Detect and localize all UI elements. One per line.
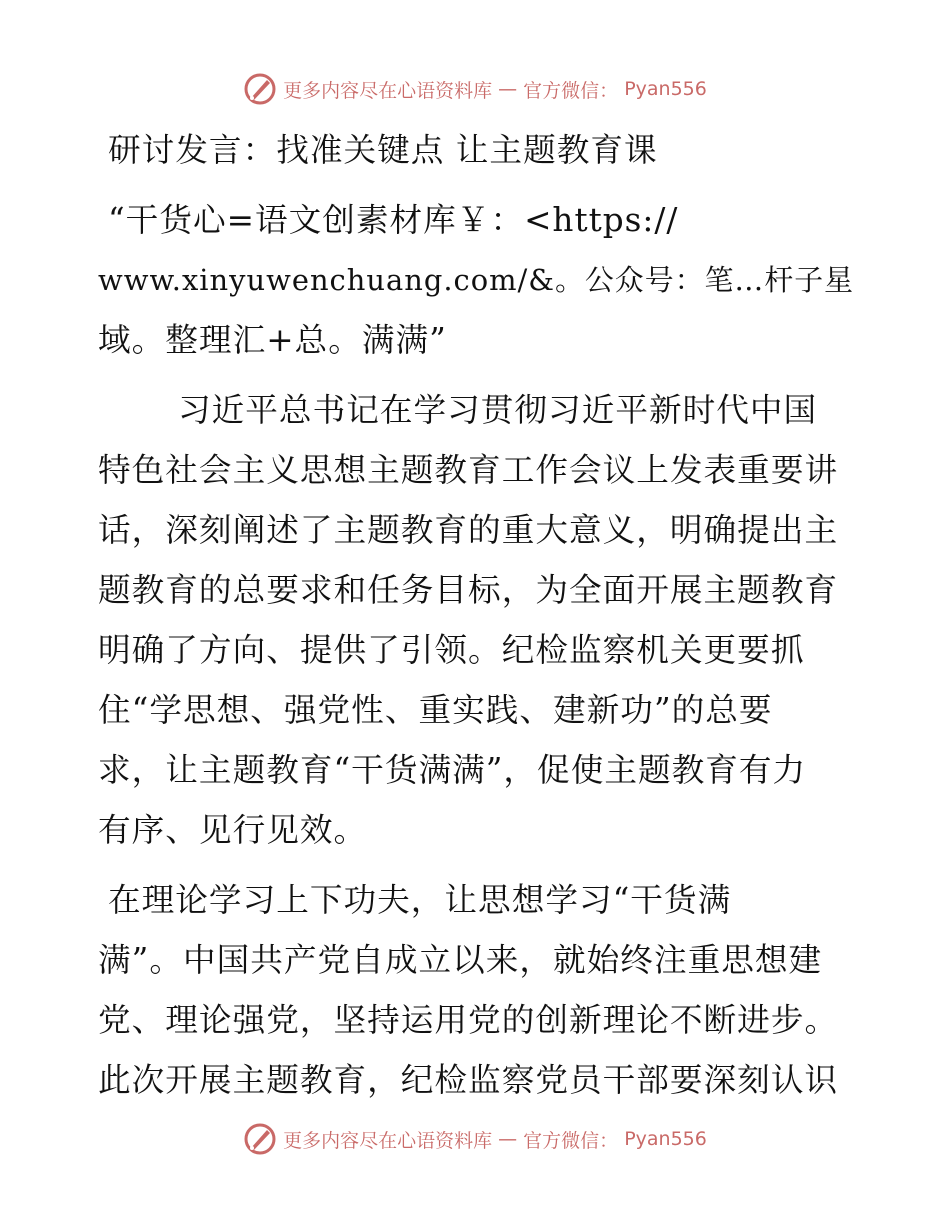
header-watermark (0, 72, 950, 106)
quill-logo-icon (243, 1122, 277, 1156)
watermark-main-text: 更多内容尽在心语资料库 (283, 79, 493, 102)
paragraph-line: 题教育的总要求和任务目标，为全面开展主题教育 (98, 571, 839, 609)
watermark-wechat-label: 官方微信： (523, 1129, 619, 1152)
paragraph-line: 党、理论强党，坚持运用党的创新理论不断进步。 (98, 1001, 839, 1039)
paragraph-line: 话，深刻阐述了主题教育的重大意义，明确提出主 (98, 511, 839, 549)
paragraph-line: 满”。中国共产党自成立以来，就始终注重思想建 (98, 941, 823, 979)
footer-watermark (0, 1122, 950, 1156)
quote-line: “干货心=语文创素材库￥：<https:// (108, 201, 679, 239)
paragraph-line: 住“学思想、强党性、重实践、建新功”的总要 (98, 691, 773, 729)
paragraph-line: 在理论学习上下功夫，让思想学习“干货满 (108, 881, 732, 919)
watermark-separator: — (498, 78, 518, 100)
document-body (98, 120, 858, 1110)
watermark-separator: — (498, 1128, 518, 1150)
paragraph-line: 有序、见行见效。 (98, 811, 368, 849)
watermark-wechat-id: Pyan556 (624, 78, 707, 100)
body-paragraph-1 (98, 380, 858, 860)
quote-paragraph (98, 190, 858, 370)
paragraph-line: 习近平总书记在学习贯彻习近平新时代中国 (178, 391, 818, 429)
watermark-wechat-id: Pyan556 (624, 1128, 707, 1150)
paragraph-line: 此次开展主题教育，纪检监察党员干部要深刻认识 (98, 1061, 839, 1099)
paragraph-line: 特色社会主义思想主题教育工作会议上发表重要讲 (98, 451, 839, 489)
paragraph-line: 求，让主题教育“干货满满”，促使主题教育有力 (98, 751, 807, 789)
quote-line: 域。整理汇+总。满满” (98, 321, 447, 359)
quill-logo-icon (243, 72, 277, 106)
quote-line: www.xinyuwenchuang.com/&。公众号：笔…杆子星 (98, 263, 855, 297)
document-title: 研讨发言：找准关键点 让主题教育课 (108, 131, 658, 169)
paragraph-line: 明确了方向、提供了引领。纪检监察机关更要抓 (98, 631, 805, 669)
body-paragraph-2 (98, 870, 858, 1110)
watermark-wechat-label: 官方微信： (523, 79, 619, 102)
watermark-main-text: 更多内容尽在心语资料库 (283, 1129, 493, 1152)
